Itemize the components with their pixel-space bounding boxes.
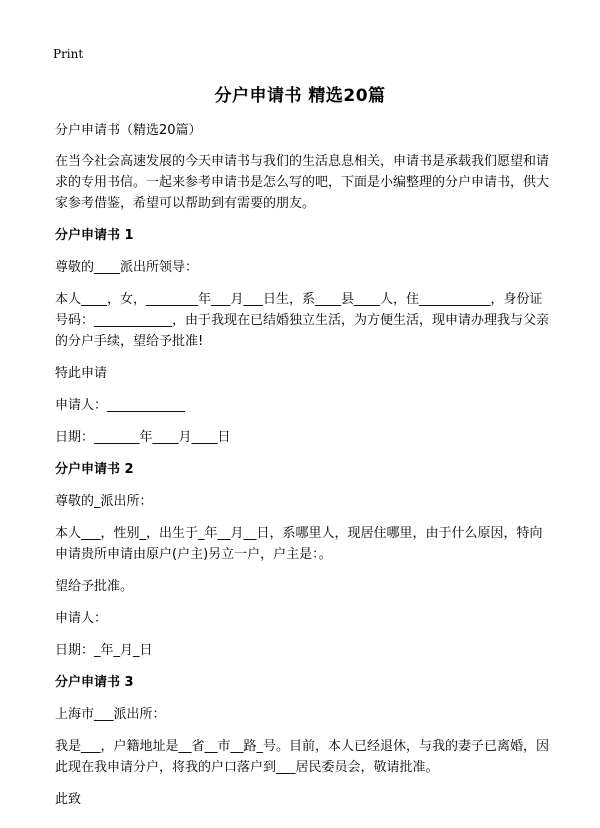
body-paragraph-2: 本人___，性别_，出生于_年__月__日，系哪里人，现居住哪里，由于什么原因，特向申请贵所申请由原户(户主)另立一户，户主是：。 <box>55 526 543 562</box>
intro-paragraph: 在当今社会高速发展的今天申请书与我们的生活息息相关，申请书是承载我们愿望和请求的专用书信。一起来参考申请书是怎么写的吧，下面是小编整理的分户申请书，供大家参考借鉴，希望可以帮助到有需要的朋友。 <box>55 154 550 211</box>
closing-1: 特此申请 <box>55 366 108 381</box>
applicant-line-2: 申请人： <box>55 611 108 626</box>
closing-3: 此致 <box>55 792 82 807</box>
closing-2: 望给予批准。 <box>55 579 134 594</box>
document-title: 分户申请书 精选20篇 <box>214 86 386 106</box>
print-link[interactable]: Print <box>53 47 84 61</box>
section-heading-1: 分户申请书 1 <box>55 228 134 243</box>
document-subtitle: 分户申请书（精选20篇） <box>55 123 202 138</box>
salutation-3: 上海市___派出所： <box>55 707 166 722</box>
section-heading-2: 分户申请书 2 <box>55 462 134 477</box>
body-paragraph-1: 本人____，女，________年___月___日生，系____县____人，住___________，身份证号码：____________，由于我现在已结婚独立生活，为方便生活，现申请办理我与父亲的分户手续，望给予批准! <box>55 292 550 349</box>
document-body <box>55 120 549 821</box>
section-heading-3: 分户申请书 3 <box>55 675 134 690</box>
applicant-line-1: 申请人：____________ <box>55 398 186 413</box>
body-paragraph-3: 我是___，户籍地址是__省__市__路_号。目前，本人已经退休，与我的妻子已离婚，因此现在我申请分户，将我的户口落户到___居民委员会，敬请批准。 <box>55 739 550 775</box>
date-line-2: 日期：_年_月_日 <box>55 643 153 658</box>
salutation-1: 尊敬的____派出所领导： <box>55 260 199 275</box>
salutation-2: 尊敬的_派出所： <box>55 494 153 509</box>
date-line-1: 日期：_______年____月____日 <box>55 430 231 445</box>
